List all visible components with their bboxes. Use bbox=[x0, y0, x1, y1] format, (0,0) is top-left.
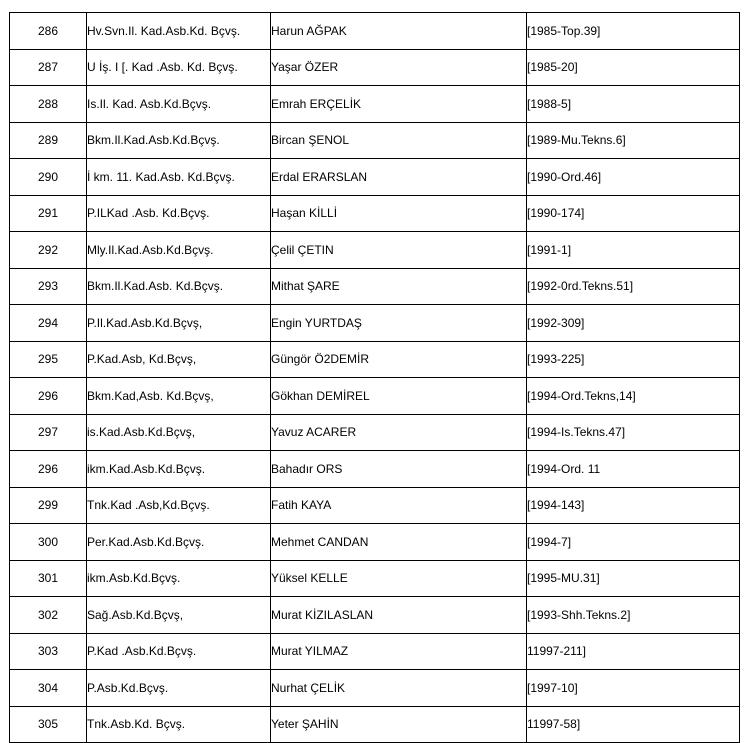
unit-cell: P.ILKad .Asb. Kd.Bçvş. bbox=[87, 195, 271, 232]
table-row bbox=[10, 86, 740, 123]
table-row bbox=[10, 341, 740, 378]
table-row bbox=[10, 487, 740, 524]
reference-cell: [1989-Mu.Tekns.6] bbox=[527, 122, 740, 159]
row-number-cell: 292 bbox=[10, 232, 87, 269]
table-row bbox=[10, 122, 740, 159]
reference-cell: [1993-Shh.Tekns.2] bbox=[527, 597, 740, 634]
table-row bbox=[10, 633, 740, 670]
row-number-cell: 300 bbox=[10, 524, 87, 561]
row-number-cell: 299 bbox=[10, 487, 87, 524]
row-number-cell: 288 bbox=[10, 86, 87, 123]
table-row bbox=[10, 305, 740, 342]
name-cell: Emrah ERÇELİK bbox=[271, 86, 527, 123]
reference-cell: [1997-10] bbox=[527, 670, 740, 707]
row-number-cell: 287 bbox=[10, 49, 87, 86]
reference-cell: [1993-225] bbox=[527, 341, 740, 378]
unit-cell: P.Kad .Asb.Kd.Bçvş. bbox=[87, 633, 271, 670]
name-cell: Murat KİZILASLAN bbox=[271, 597, 527, 634]
row-number-cell: 302 bbox=[10, 597, 87, 634]
reference-cell: [1994-7] bbox=[527, 524, 740, 561]
row-number-cell: 293 bbox=[10, 268, 87, 305]
reference-cell: [1992-0rd.Tekns.51] bbox=[527, 268, 740, 305]
table-row bbox=[10, 232, 740, 269]
row-number-cell: 301 bbox=[10, 560, 87, 597]
table-row bbox=[10, 159, 740, 196]
name-cell: Harun AĞPAK bbox=[271, 13, 527, 50]
name-cell: Fatih KAYA bbox=[271, 487, 527, 524]
unit-cell: P.Asb.Kd.Bçvş. bbox=[87, 670, 271, 707]
name-cell: Murat YILMAZ bbox=[271, 633, 527, 670]
name-cell: Yeter ŞAHİN bbox=[271, 706, 527, 743]
unit-cell: ikm.Kad.Asb.Kd.Bçvş. bbox=[87, 451, 271, 488]
table-row bbox=[10, 706, 740, 743]
table-row bbox=[10, 560, 740, 597]
row-number-cell: 294 bbox=[10, 305, 87, 342]
reference-cell: [1995-MU.31] bbox=[527, 560, 740, 597]
name-cell: Erdal ERARSLAN bbox=[271, 159, 527, 196]
table-row bbox=[10, 268, 740, 305]
reference-cell: [1990-Ord.46] bbox=[527, 159, 740, 196]
table-row bbox=[10, 13, 740, 50]
row-number-cell: 296 bbox=[10, 451, 87, 488]
reference-cell: [1994-143] bbox=[527, 487, 740, 524]
table-row bbox=[10, 49, 740, 86]
name-cell: Yüksel KELLE bbox=[271, 560, 527, 597]
table-row bbox=[10, 378, 740, 415]
name-cell: Mehmet CANDAN bbox=[271, 524, 527, 561]
unit-cell: P.Il.Kad.Asb.Kd.Bçvş, bbox=[87, 305, 271, 342]
unit-cell: Hv.Svn.Il. Kad.Asb.Kd. Bçvş. bbox=[87, 13, 271, 50]
unit-cell: Bkm.Il.Kad.Asb.Kd.Bçvş. bbox=[87, 122, 271, 159]
table-row bbox=[10, 414, 740, 451]
reference-cell: [1992-309] bbox=[527, 305, 740, 342]
unit-cell: Tnk.Kad .Asb,Kd.Bçvş. bbox=[87, 487, 271, 524]
name-cell: Yaşar ÖZER bbox=[271, 49, 527, 86]
table-row bbox=[10, 451, 740, 488]
table-row bbox=[10, 597, 740, 634]
unit-cell: ikm.Asb.Kd.Bçvş. bbox=[87, 560, 271, 597]
row-number-cell: 290 bbox=[10, 159, 87, 196]
reference-cell: [1985-20] bbox=[527, 49, 740, 86]
unit-cell: Per.Kad.Asb.Kd.Bçvş. bbox=[87, 524, 271, 561]
unit-cell: is.Kad.Asb.Kd.Bçvş, bbox=[87, 414, 271, 451]
row-number-cell: 305 bbox=[10, 706, 87, 743]
reference-cell: [1988-5] bbox=[527, 86, 740, 123]
row-number-cell: 304 bbox=[10, 670, 87, 707]
unit-cell: Mly.Il.Kad.Asb.Kd.Bçvş. bbox=[87, 232, 271, 269]
reference-cell: [1990-174] bbox=[527, 195, 740, 232]
name-cell: Haşan KİLLİ bbox=[271, 195, 527, 232]
unit-cell: İ km. 11. Kad.Asb. Kd.Bçvş. bbox=[87, 159, 271, 196]
name-cell: Nurhat ÇELİK bbox=[271, 670, 527, 707]
name-cell: Bircan ŞENOL bbox=[271, 122, 527, 159]
row-number-cell: 291 bbox=[10, 195, 87, 232]
unit-cell: Bkm.Kad,Asb. Kd.Bçvş, bbox=[87, 378, 271, 415]
row-number-cell: 295 bbox=[10, 341, 87, 378]
reference-cell: [1985-Top.39] bbox=[527, 13, 740, 50]
personnel-table-body bbox=[10, 13, 740, 743]
name-cell: Yavuz ACARER bbox=[271, 414, 527, 451]
unit-cell: U İş. I [. Kad .Asb. Kd. Bçvş. bbox=[87, 49, 271, 86]
personnel-table bbox=[9, 12, 740, 743]
reference-cell: [1991-1] bbox=[527, 232, 740, 269]
row-number-cell: 297 bbox=[10, 414, 87, 451]
row-number-cell: 303 bbox=[10, 633, 87, 670]
unit-cell: Bkm.Il.Kad.Asb. Kd.Bçvş. bbox=[87, 268, 271, 305]
reference-cell: 11997-58] bbox=[527, 706, 740, 743]
row-number-cell: 286 bbox=[10, 13, 87, 50]
table-row bbox=[10, 670, 740, 707]
table-row bbox=[10, 195, 740, 232]
unit-cell: Tnk.Asb.Kd. Bçvş. bbox=[87, 706, 271, 743]
table-row bbox=[10, 524, 740, 561]
reference-cell: 11997-211] bbox=[527, 633, 740, 670]
unit-cell: Sağ.Asb.Kd.Bçvş, bbox=[87, 597, 271, 634]
reference-cell: [1994-Is.Tekns.47] bbox=[527, 414, 740, 451]
unit-cell: P.Kad.Asb, Kd.Bçvş, bbox=[87, 341, 271, 378]
name-cell: Bahadır ORS bbox=[271, 451, 527, 488]
name-cell: Çelil ÇETIN bbox=[271, 232, 527, 269]
name-cell: Güngör Ö2DEMİR bbox=[271, 341, 527, 378]
reference-cell: [1994-Ord. 11 bbox=[527, 451, 740, 488]
name-cell: Mithat ŞARE bbox=[271, 268, 527, 305]
name-cell: Gökhan DEMİREL bbox=[271, 378, 527, 415]
name-cell: Engin YURTDAŞ bbox=[271, 305, 527, 342]
row-number-cell: 289 bbox=[10, 122, 87, 159]
reference-cell: [1994-Ord.Tekns,14] bbox=[527, 378, 740, 415]
unit-cell: Is.Il. Kad. Asb.Kd.Bçvş. bbox=[87, 86, 271, 123]
row-number-cell: 296 bbox=[10, 378, 87, 415]
